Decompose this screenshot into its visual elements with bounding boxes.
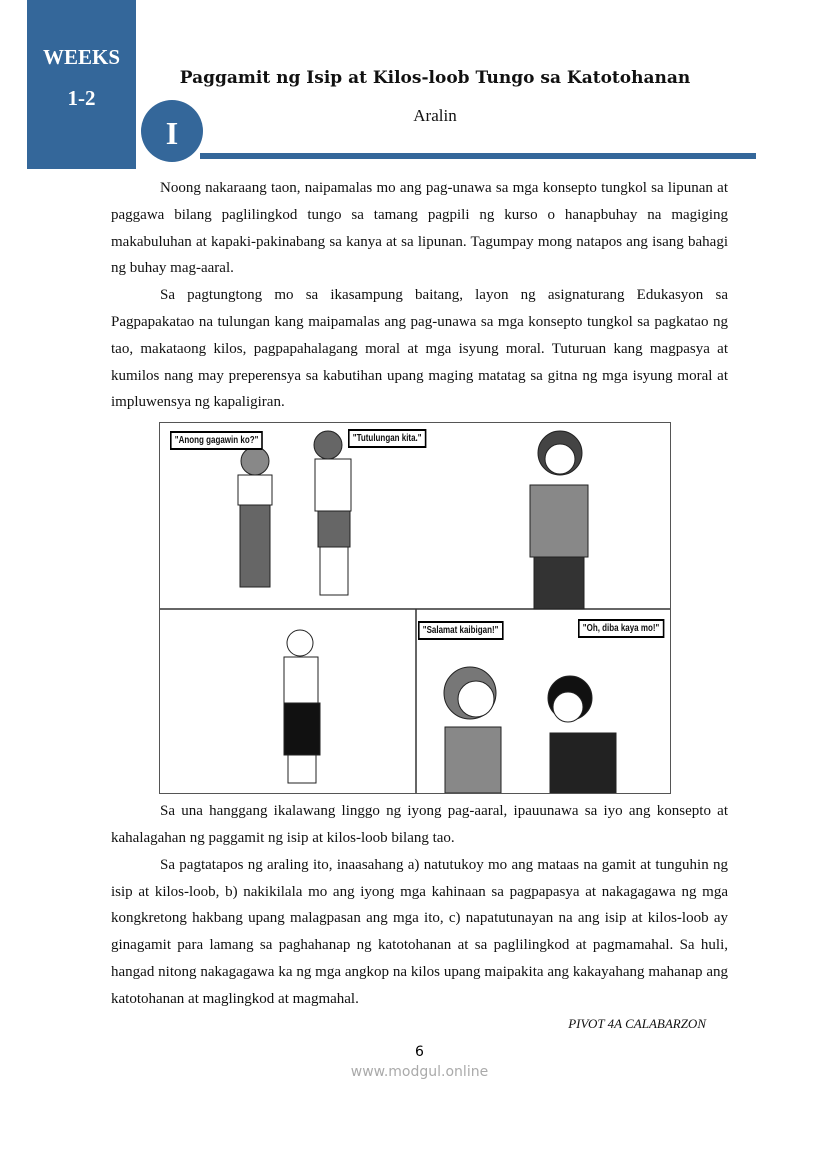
weeks-label: WEEKS <box>42 45 121 69</box>
speech-bubble-4: "Oh, diba kaya mo!" <box>578 619 664 638</box>
girl-figure <box>238 447 272 587</box>
lesson-title: Paggamit ng Isip at Kilos-loob Tungo sa Katotohanan <box>179 68 691 88</box>
thinking-boy-figure <box>284 630 320 783</box>
boy-figure <box>314 431 351 595</box>
paragraph-2: Sa pagtungtong mo sa ikasampung baitang, layon ng asignaturang Edukasyon sa Pagpapakatao na tulungan kang maipamalas ang pag-unawa sa mga konsepto tungkol sa pagkatao ng tao, makataong kilos, pagpapahalagang moral at mga isyung moral. Tuturuan kang magpasya at kumilos nang may preperensya sa kabutihan upang maging matatag sa gitna ng mga isyung moral at impluwensya ng kapaligiran. <box>111 287 728 411</box>
header-divider <box>200 153 756 159</box>
paragraph-4: Sa pagtatapos ng araling ito, inaasahang a) natutukoy mo ang mataas na gamit at tunguhin ng isip at kilos-loob, b) nakikilala mo ang iyong mga kahinaan sa pagpapasya at nakagagawa ng mga kongkretong hakbang upang malagpasan ang mga ito, c) napatutunayan na ang isip at kilos-loob ay ginagamit para lamang sa paghahanap ng katotohanan at sa paglilingkod at pagmamahal. Sa huli, hangad nitong nakagagawa ka ng mga angkop na kilos upang maipakita ang kakayahang mahanap ang katotohanan at maglingkod at magmahal. <box>111 856 728 1007</box>
speech-bubble-2: "Tutulungan kita." <box>348 429 426 448</box>
weeks-range: 1-2 <box>67 86 96 110</box>
speech-bubble-3: "Salamat kaibigan!" <box>418 621 503 640</box>
weeks-badge <box>27 0 136 169</box>
speech-bubble-1: "Anong gagawin ko?" <box>170 431 263 450</box>
paragraph-1: Noong nakaraang taon, naipamalas mo ang pag-unawa sa mga konsepto tungkol sa lipunan at paggawa bilang paglilingkod tungo sa tamang pagpili ng kurso o hanapbuhay na magiging makabuluhan at kapaki-pakinabang sa kanya at sa lipunan. Tagumpay mong natapos ang isang bahagi ng buhay mag-aaral. <box>111 180 728 277</box>
comic-illustration <box>159 422 671 794</box>
section-name: Aralin <box>413 106 457 125</box>
paragraph-3: Sa una hanggang ikalawang linggo ng iyong pag-aaral, ipauunawa sa iyo ang konsepto at kahalagahan ng paggamit ng isip at kilos-loob bilang tao. <box>111 803 728 846</box>
source-credit: PIVOT 4A CALABARZON <box>568 1015 706 1031</box>
page-number: 6 <box>415 1043 424 1060</box>
page-body <box>111 175 728 1081</box>
watermark: www.modgul.online <box>350 1063 489 1080</box>
section-letter-badge: I <box>141 100 203 162</box>
comic-drawing <box>160 423 670 793</box>
friends-figures <box>444 667 616 793</box>
woman-figure <box>530 431 588 609</box>
